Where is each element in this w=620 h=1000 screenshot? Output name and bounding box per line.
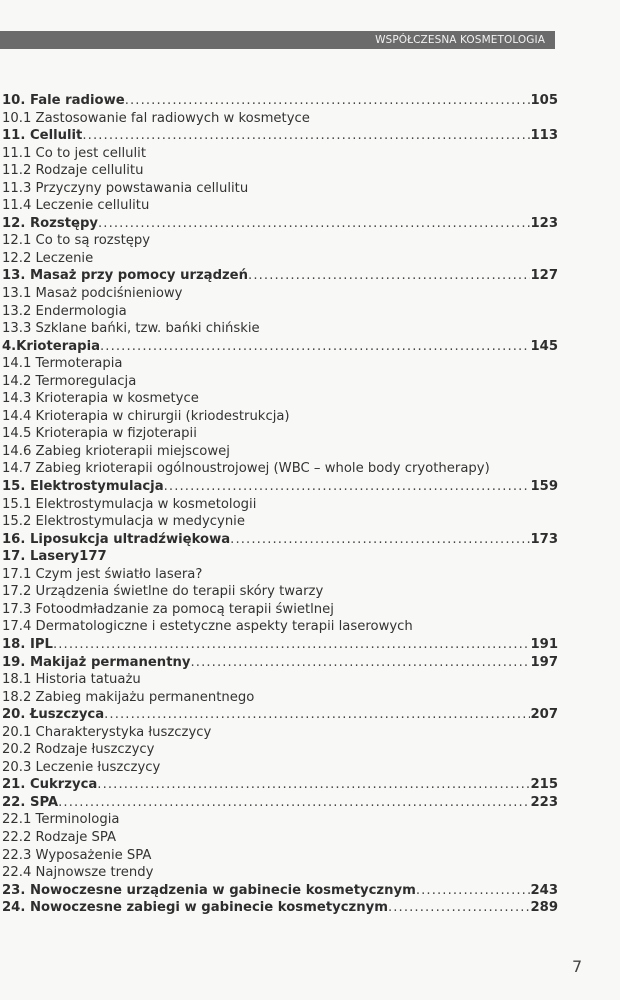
toc-entry-title: 16. Liposukcja ultradźwiękowa	[2, 531, 231, 547]
toc-subsection	[2, 285, 558, 303]
toc-leader-dots	[230, 531, 530, 549]
toc-subsection	[2, 566, 558, 584]
toc-subsection	[2, 162, 558, 180]
toc-entry-title: 14.2 Termoregulacja	[2, 373, 137, 389]
toc-entry-title: 14.1 Termoterapia	[2, 356, 123, 372]
toc-subsection	[2, 355, 558, 373]
toc-entry-title: 17.2 Urządzenia świetlne do terapii skóry twarzy	[2, 584, 324, 600]
toc-chapter	[2, 548, 558, 566]
toc-subsection	[2, 180, 558, 198]
toc-leader-dots	[164, 478, 531, 496]
toc-entry-title: 15.1 Elektrostymulacja w kosmetologii	[2, 496, 257, 512]
toc-leader-dots	[191, 654, 531, 672]
toc-entry-title: 22. SPA	[2, 794, 59, 810]
toc-subsection	[2, 513, 558, 531]
toc-entry-title: 11.2 Rodzaje cellulitu	[2, 163, 144, 179]
toc-page-number: 159	[530, 479, 558, 495]
toc-entry-title: 10.1 Zastosowanie fal radiowych w kosmetyce	[2, 110, 310, 126]
toc-entry-title: 15. Elektrostymulacja	[2, 479, 164, 495]
toc-subsection	[2, 425, 558, 443]
toc-subsection	[2, 759, 558, 777]
toc-subsection	[2, 847, 558, 865]
toc-page-number: 123	[530, 215, 558, 231]
toc-page-number: 127	[530, 268, 558, 284]
toc-leader-dots	[388, 899, 531, 917]
toc-leader-dots	[58, 794, 530, 812]
toc-entry-title: 12. Rozstępy	[2, 215, 98, 231]
toc-subsection	[2, 864, 558, 882]
toc-entry-title: 19. Makijaż permanentny	[2, 654, 191, 670]
toc-entry-title: 20.3 Leczenie łuszczycy	[2, 759, 161, 775]
toc-page-number: 173	[530, 531, 558, 547]
toc-entry-title: 22.1 Terminologia	[2, 812, 120, 828]
toc-leader-dots	[82, 127, 530, 145]
toc-leader-dots	[100, 338, 530, 356]
toc-page-number: 207	[530, 707, 558, 723]
toc-page-number: 289	[530, 900, 558, 916]
toc-leader-dots	[125, 92, 531, 110]
toc-page-number: 223	[530, 794, 558, 810]
toc-chapter	[2, 636, 558, 654]
toc-entry-title: 13.1 Masaż podciśnieniowy	[2, 286, 183, 302]
toc-leader-dots	[416, 882, 531, 900]
toc-entry-title: 17. Lasery177	[2, 549, 107, 565]
toc-subsection	[2, 741, 558, 759]
toc-entry-title: 22.4 Najnowsze trendy	[2, 865, 154, 881]
toc-chapter	[2, 338, 558, 356]
toc-entry-title: 11.3 Przyczyny powstawania cellulitu	[2, 180, 249, 196]
toc-page-number: 191	[530, 636, 558, 652]
toc-subsection	[2, 197, 558, 215]
toc-subsection	[2, 232, 558, 250]
toc-subsection	[2, 408, 558, 426]
toc-leader-dots	[98, 215, 530, 233]
toc-subsection	[2, 250, 558, 268]
toc-chapter	[2, 267, 558, 285]
toc-subsection	[2, 829, 558, 847]
toc-entry-title: 14.7 Zabieg krioterapii ogólnoustrojowej (WBC – whole body cryotherapy)	[2, 461, 490, 477]
toc-entry-title: 22.2 Rodzaje SPA	[2, 829, 117, 845]
toc-leader-dots	[97, 776, 530, 794]
toc-entry-title: 17.4 Dermatologiczne i estetyczne aspekty terapii laserowych	[2, 619, 413, 635]
toc-entry-title: 12.1 Co to są rozstępy	[2, 233, 151, 249]
toc-chapter	[2, 794, 558, 812]
toc-subsection	[2, 811, 558, 829]
toc-entry-title: 20. Łuszczyca	[2, 707, 105, 723]
toc-page-number: 215	[530, 777, 558, 793]
running-header-title: WSPÓŁCZESNA KOSMETOLOGIA	[375, 34, 545, 46]
toc-chapter	[2, 531, 558, 549]
toc-subsection	[2, 303, 558, 321]
toc-leader-dots	[53, 636, 531, 654]
toc-entry-title: 11. Cellulit	[2, 128, 83, 144]
toc-entry-title: 14.6 Zabieg krioterapii miejscowej	[2, 443, 230, 459]
toc-entry-title: 14.5 Krioterapia w fizjoterapii	[2, 426, 197, 442]
toc-subsection	[2, 110, 558, 128]
toc-leader-dots	[104, 706, 530, 724]
toc-entry-title: 17.3 Fotoodmładzanie za pomocą terapii świetlnej	[2, 601, 334, 617]
toc-entry-title: 13. Masaż przy pomocy urządzeń	[2, 268, 249, 284]
toc-subsection	[2, 496, 558, 514]
toc-entry-title: 18. IPL	[2, 636, 53, 652]
toc-entry-title: 12.2 Leczenie	[2, 250, 94, 266]
toc-entry-title: 10. Fale radiowe	[2, 93, 125, 108]
toc-entry-title: 18.2 Zabieg makijażu permanentnego	[2, 689, 255, 705]
toc-chapter	[2, 706, 558, 724]
toc-entry-title: 14.3 Krioterapia w kosmetyce	[2, 391, 199, 407]
toc-subsection	[2, 320, 558, 338]
toc-subsection	[2, 689, 558, 707]
toc-entry-title: 24. Nowoczesne zabiegi w gabinecie kosmetycznym	[2, 900, 388, 916]
toc-chapter	[2, 127, 558, 145]
toc-entry-title: 11.4 Leczenie cellulitu	[2, 198, 150, 214]
toc-entry-title: 17.1 Czym jest światło lasera?	[2, 566, 203, 582]
toc-chapter	[2, 776, 558, 794]
toc-entry-title: 21. Cukrzyca	[2, 777, 98, 793]
toc-chapter	[2, 899, 558, 917]
toc-entry-title: 15.2 Elektrostymulacja w medycynie	[2, 514, 245, 530]
toc-entry-title: 13.3 Szklane bańki, tzw. bańki chińskie	[2, 321, 260, 337]
toc-subsection	[2, 443, 558, 461]
toc-entry-title: 22.3 Wyposażenie SPA	[2, 847, 152, 863]
toc-entry-title: 20.2 Rodzaje łuszczycy	[2, 742, 155, 758]
toc-page-number: 113	[530, 128, 558, 144]
toc-leader-dots	[248, 267, 530, 285]
toc-subsection	[2, 618, 558, 636]
toc-entry-title: 4.Krioterapia	[2, 338, 100, 354]
toc-chapter	[2, 92, 558, 110]
toc-chapter	[2, 654, 558, 672]
toc-entry-title: 14.4 Krioterapia w chirurgii (kriodestrukcja)	[2, 408, 290, 424]
toc-page-number: 197	[530, 654, 558, 670]
toc-page-number: 145	[530, 338, 558, 354]
toc-subsection	[2, 460, 558, 478]
toc-page-number: 243	[530, 882, 558, 898]
toc-entry-title: 23. Nowoczesne urządzenia w gabinecie kosmetycznym	[2, 882, 416, 898]
toc-chapter	[2, 215, 558, 233]
running-header	[0, 31, 555, 49]
toc-entry-title: 13.2 Endermologia	[2, 303, 127, 319]
toc-subsection	[2, 724, 558, 742]
toc-chapter	[2, 478, 558, 496]
page-number: 7	[572, 957, 583, 976]
toc-subsection	[2, 583, 558, 601]
toc-subsection	[2, 145, 558, 163]
toc-subsection	[2, 390, 558, 408]
toc-subsection	[2, 601, 558, 619]
toc-entry-title: 20.1 Charakterystyka łuszczycy	[2, 724, 212, 740]
toc-subsection	[2, 671, 558, 689]
toc-subsection	[2, 373, 558, 391]
toc-chapter	[2, 882, 558, 900]
toc-entry-title: 11.1 Co to jest cellulit	[2, 145, 147, 161]
toc-page-number: 105	[530, 93, 558, 108]
table-of-contents	[2, 92, 558, 917]
toc-entry-title: 18.1 Historia tatuażu	[2, 672, 141, 688]
